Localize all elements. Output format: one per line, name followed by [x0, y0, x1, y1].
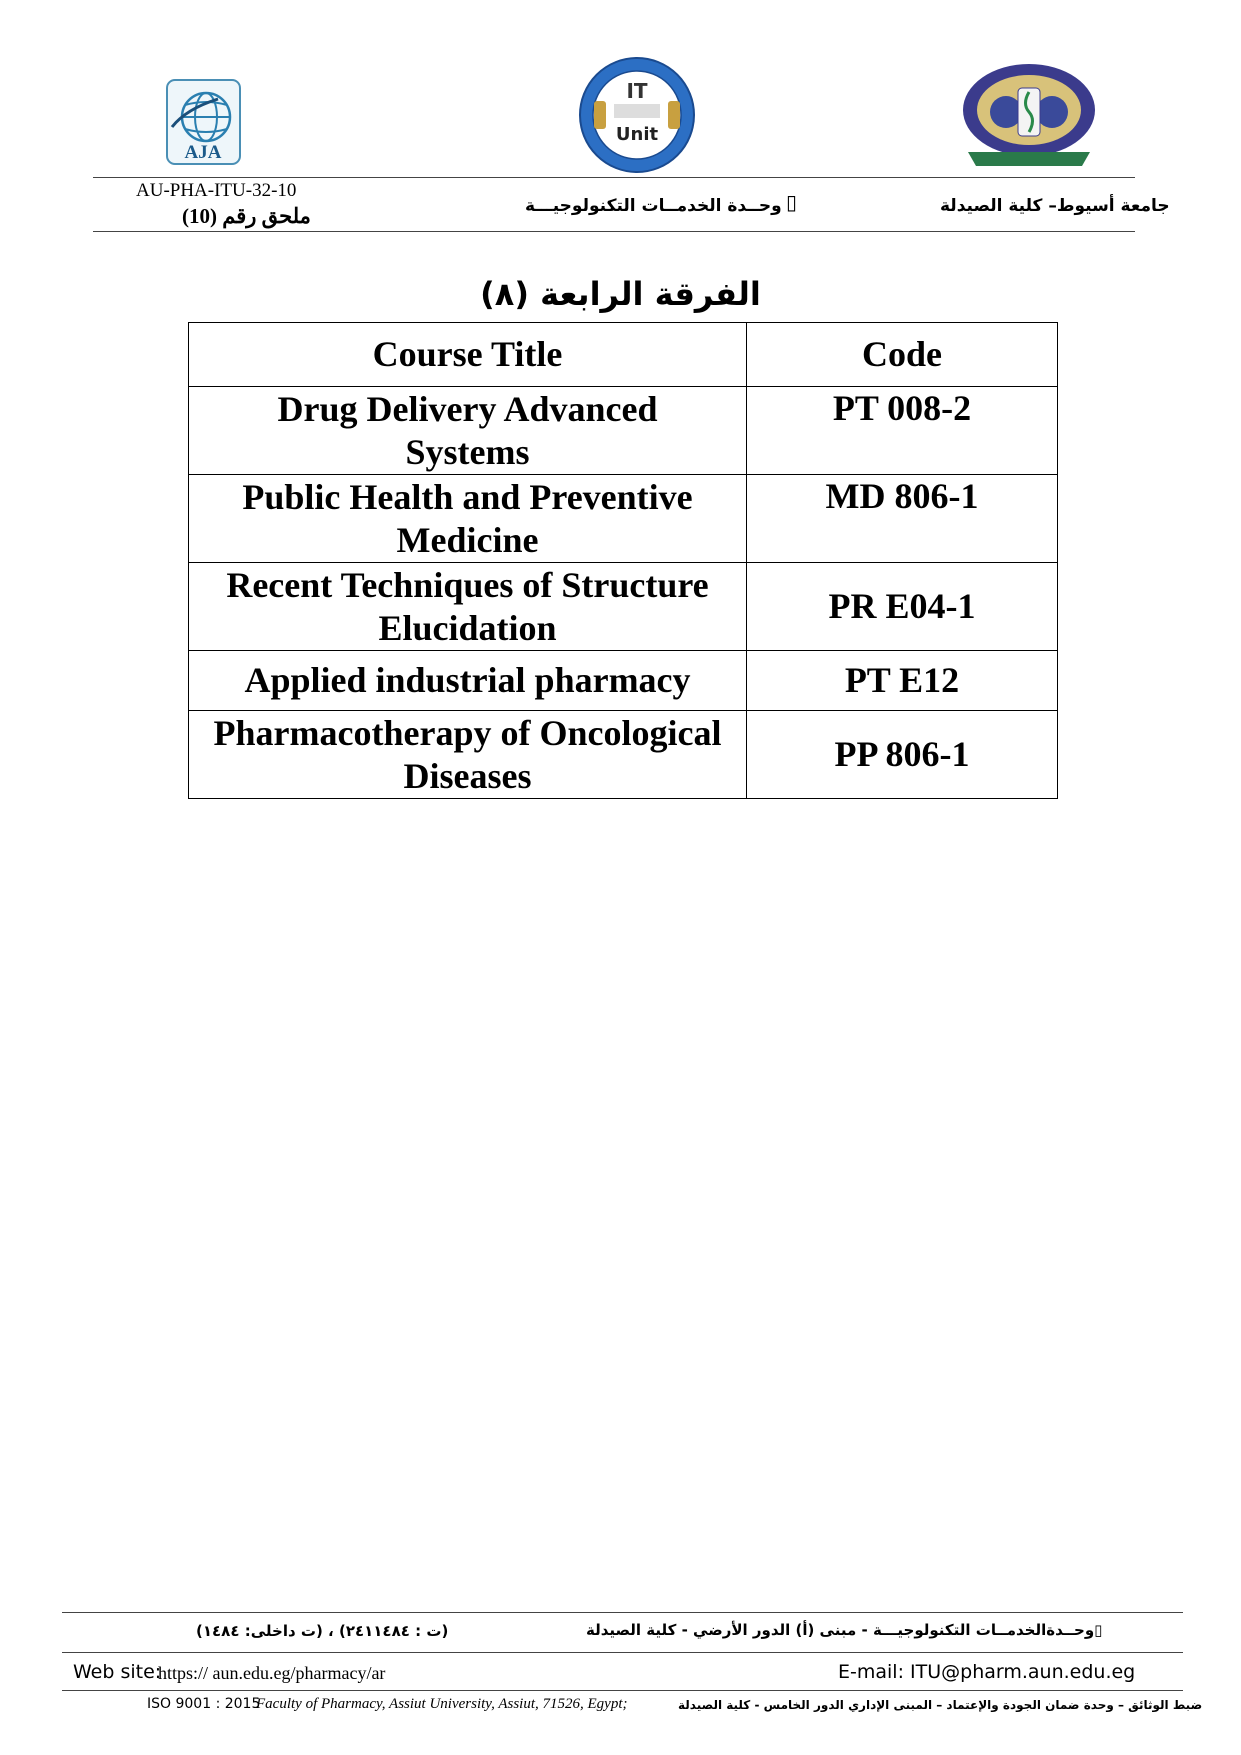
it-logo-text: IT: [626, 79, 648, 103]
course-code-cell: PR E04-1: [747, 563, 1058, 651]
table-row: [189, 651, 1058, 711]
column-header-course-title: Course Title: [189, 323, 747, 387]
course-title-line-1: Pharmacotherapy of Oncological: [213, 712, 722, 753]
unit-name: وحــدة الخدمــات التكنولوجيـــة: [525, 196, 782, 216]
course-title-line-1: Public Health and Preventive: [242, 476, 693, 517]
year-heading: الفرقة الرابعة (٨): [480, 275, 761, 313]
aja-logo: [166, 79, 241, 165]
table-row: [189, 711, 1058, 799]
course-code-cell: PP 806-1: [747, 711, 1058, 799]
website-label: Web site:: [73, 1661, 162, 1683]
column-header-code: Code: [747, 323, 1058, 387]
footer-address: ▯وحــدةالخدمــات التكنولوجيـــة - مبنى (أ) الدور الأرضي - كلية الصيدلة: [586, 1621, 1103, 1639]
header-bottom-divider: [93, 231, 1135, 232]
table-row: [189, 475, 1058, 563]
iso-certification: ISO 9001 : 2015: [147, 1696, 261, 1712]
course-title-line-2: Medicine: [396, 519, 539, 560]
footer-top-divider: [62, 1612, 1183, 1613]
course-title-line-1: Applied industrial pharmacy: [244, 660, 691, 700]
table-row: [189, 387, 1058, 475]
header-top-divider: [93, 177, 1135, 178]
email-link[interactable]: E-mail: ITU@pharm.aun.edu.eg: [838, 1661, 1136, 1683]
table-row: [189, 563, 1058, 651]
table-header-row: [189, 323, 1058, 387]
course-title-cell: [189, 651, 747, 711]
course-title-line-2: Elucidation: [378, 607, 557, 648]
missing-glyph-box: ▯: [786, 190, 798, 214]
faculty-address: Faculty of Pharmacy, Assiut University, Assiut, 71526, Egypt;: [256, 1696, 628, 1712]
course-title-cell: [189, 387, 747, 475]
footer-phone: (ت داخلى: ١٤٨٤) ، (ت : ٢٤١١٤٨٤): [196, 1622, 449, 1640]
course-title-cell: [189, 563, 747, 651]
course-code-cell: MD 806-1: [747, 475, 1058, 563]
document-code: AU-PHA-ITU-32-10: [136, 180, 297, 201]
course-title-line-2: Systems: [405, 431, 530, 472]
university-name: جامعة أسيوط– كلية الصيدلة: [940, 196, 1170, 216]
university-emblem: [958, 60, 1100, 172]
footer-middle-divider: [62, 1652, 1183, 1653]
website-link[interactable]: https:// aun.edu.eg/pharmacy/ar: [158, 1663, 386, 1683]
courses-table: [188, 322, 1058, 799]
it-unit-logo: [578, 56, 696, 174]
course-title-line-2: Diseases: [403, 755, 532, 796]
course-title-line-1: Recent Techniques of Structure: [226, 564, 709, 605]
course-title-line-1: Drug Delivery Advanced: [277, 388, 658, 429]
course-code-cell: PT 008-2: [747, 387, 1058, 475]
course-code-cell: PT E12: [747, 651, 1058, 711]
annex-number: ملحق رقم (10): [182, 204, 311, 228]
document-control-note: ضبط الوثائق – وحدة ضمان الجودة والإعتماد – المبنى الإداري الدور الخامس - كلية الصيدلة: [678, 1698, 1203, 1712]
course-title-cell: [189, 475, 747, 563]
unit-logo-text: Unit: [615, 124, 659, 145]
course-title-cell: [189, 711, 747, 799]
footer-bottom-divider: [62, 1690, 1183, 1691]
aja-logo-text: AJA: [184, 142, 222, 163]
